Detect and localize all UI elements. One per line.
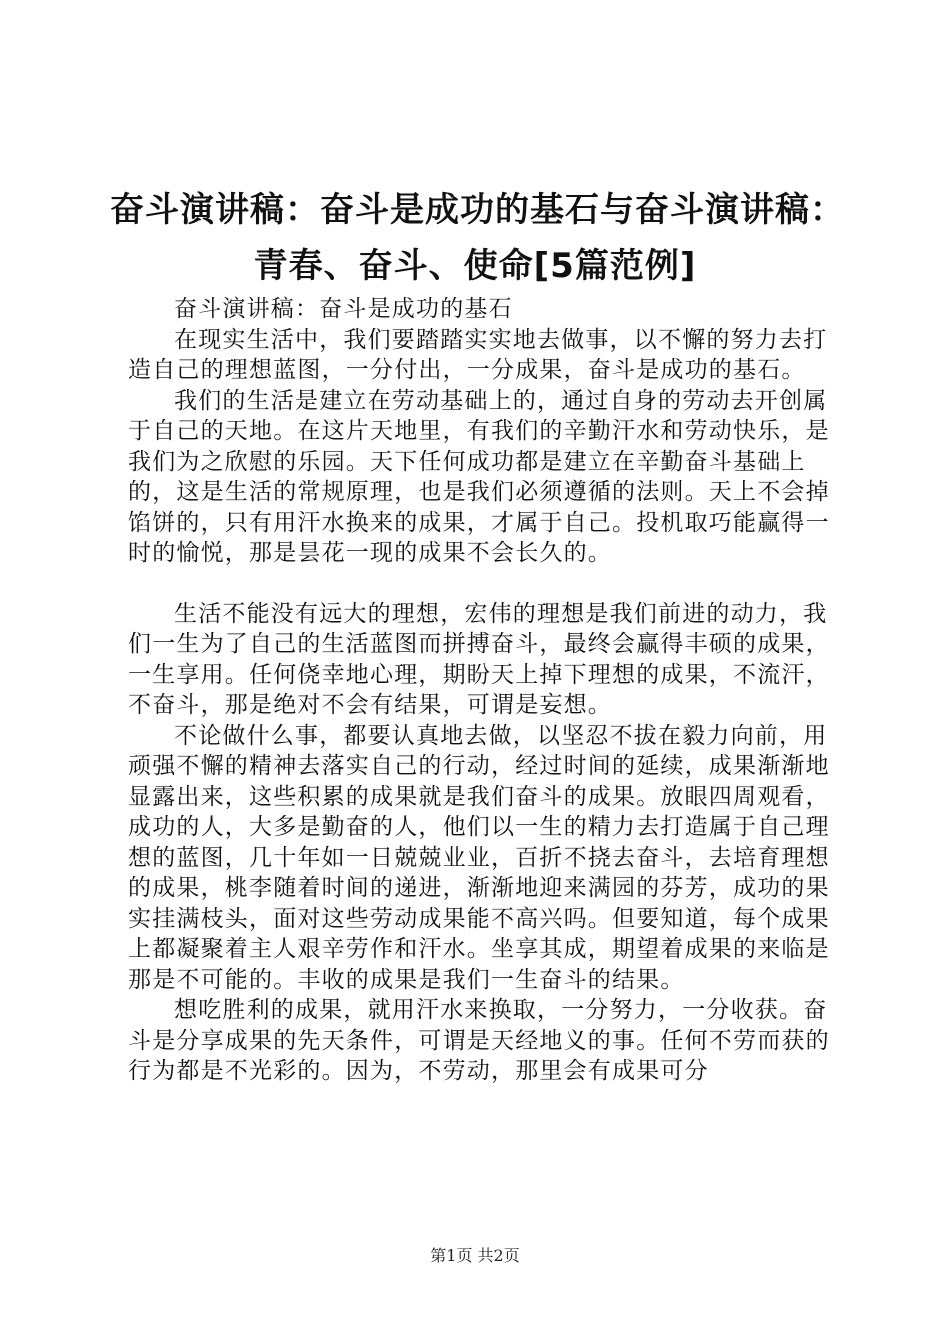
page-number-footer: 第1页 共2页 (430, 1246, 520, 1265)
paragraph-gap (128, 569, 834, 599)
paragraph: 想吃胜利的成果，就用汗水来换取，一分努力，一分收获。奋斗是分享成果的先天条件，可谓是天经地义的事。任何不劳而获的行为都是不光彩的。因为，不劳动，那里会有成果可分 (128, 997, 830, 1084)
section-subheading: 奋斗演讲稿：奋斗是成功的基石 (174, 296, 513, 322)
paragraph: 我们的生活是建立在劳动基础上的，通过自身的劳动去开创属于自己的天地。在这片天地里，有我们的辛勤汗水和劳动快乐，是我们为之欣慰的乐园。天下任何成功都是建立在辛勤奋斗基础上的，这是生活的常规原理，也是我们必须遵循的法则。天上不会掉馅饼的，只有用汗水换来的成果，才属于自己。投机取巧能赢得一时的愉悦，那是昙花一现的成果不会长久的。 (128, 387, 830, 566)
document-title (110, 182, 845, 294)
title-line-1: 奋斗演讲稿：奋斗是成功的基石与奋斗演讲稿： (110, 190, 845, 230)
document-body (128, 294, 834, 1087)
paragraph: 生活不能没有远大的理想，宏伟的理想是我们前进的动力，我们一生为了自己的生活蓝图而拼搏奋斗，最终会赢得丰硕的成果，一生享用。任何侥幸地心理，期盼天上掉下理想的成果，不流汗，不奋斗，那是绝对不会有结果，可谓是妄想。 (128, 600, 830, 718)
paragraph: 不论做什么事，都要认真地去做，以坚忍不拔在毅力向前，用顽强不懈的精神去落实自己的行动，经过时间的延续，成果渐渐地显露出来，这些积累的成果就是我们奋斗的成果。放眼四周观看，成功的人，大多是勤奋的人，他们以一生的精力去打造属于自己理想的蓝图，几十年如一日兢兢业业，百折不挠去奋斗，去培育理想的成果，桃李随着时间的递进，渐渐地迎来满园的芬芳，成功的果实挂满枝头，面对这些劳动成果能不高兴吗。但要知道，每个成果上都凝聚着主人艰辛劳作和汗水。坐享其成，期望着成果的来临是那是不可能的。丰收的成果是我们一生奋斗的结果。 (128, 722, 830, 993)
title-line-2: 青春、奋斗、使命[5篇范例] (253, 246, 697, 286)
paragraph: 在现实生活中，我们要踏踏实实地去做事，以不懈的努力去打造自己的理想蓝图，一分付出，一分成果，奋斗是成功的基石。 (128, 326, 828, 383)
